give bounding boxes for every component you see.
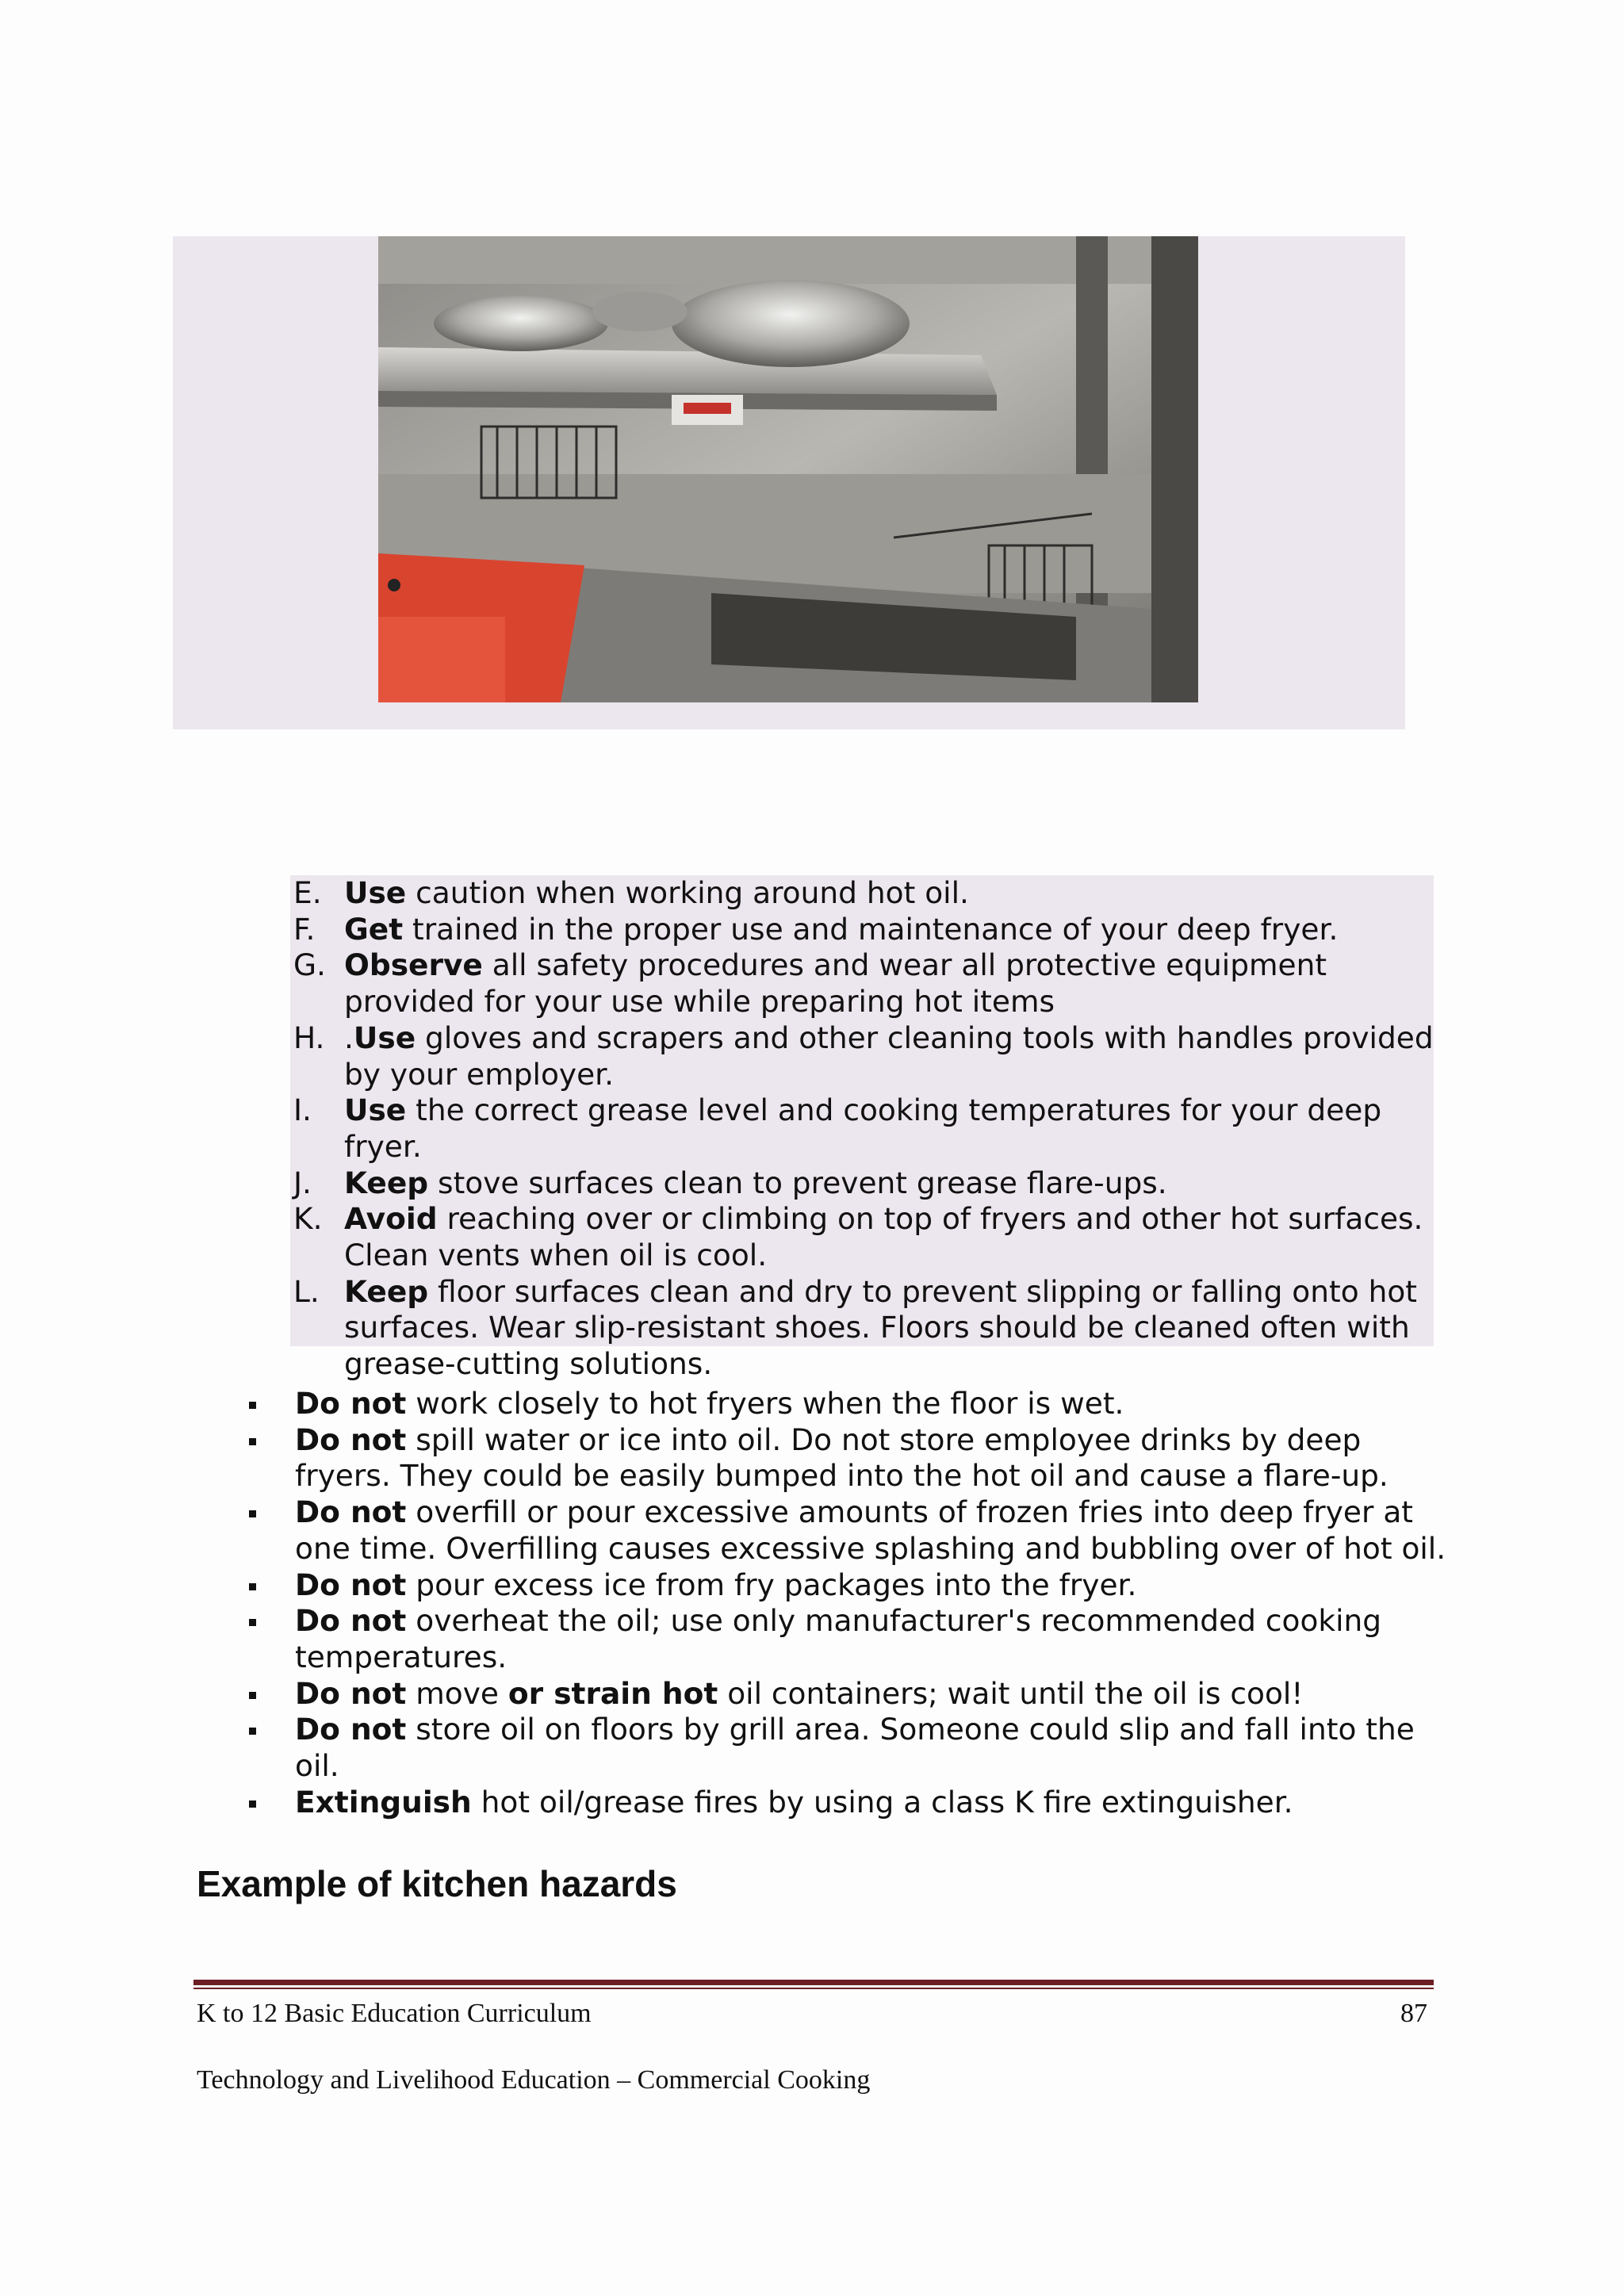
list-item-text: spill water or ice into oil. Do not store employee drinks by deep fryers. They could be easily bumped into the hot oil and cause a flare-up. xyxy=(295,1422,1388,1494)
list-item-text: hot oil/grease fires by using a class K fire extinguisher. xyxy=(471,1784,1293,1820)
list-marker: I. xyxy=(293,1093,312,1128)
list-item-text: overheat the oil; use only manufacturer's recommended cooking temperatures. xyxy=(295,1603,1382,1674)
deep-fryer-photo xyxy=(378,236,1198,702)
square-bullet-icon xyxy=(249,1583,256,1590)
fryer-safety-lettered-list xyxy=(293,875,1435,1383)
list-item-text: work closely to hot fryers when the floor is wet. xyxy=(406,1386,1124,1421)
list-marker: J. xyxy=(293,1165,312,1200)
figure-panel xyxy=(173,236,1405,729)
list-item-prefix: . xyxy=(344,1020,354,1055)
list-item-text: gloves and scrapers and other cleaning tools with handles provided by your employer. xyxy=(344,1020,1434,1092)
square-bullet-icon xyxy=(249,1728,256,1735)
page-number: 87 xyxy=(1400,1999,1427,2028)
list-item xyxy=(293,912,1435,948)
square-bullet-icon xyxy=(249,1510,256,1517)
list-item-lead: Do not xyxy=(295,1386,407,1421)
list-item-text: overfill or pour excessive amounts of frozen fries into deep fryer at one time. Overfilling causes excessive splashing and bubbling over of hot oil. xyxy=(295,1494,1446,1566)
footer-subject: Technology and Livelihood Education – Commercial Cooking xyxy=(197,2065,871,2095)
list-item xyxy=(293,1274,1435,1383)
list-item xyxy=(246,1676,1451,1712)
list-item-text: store oil on floors by grill area. Someone could slip and fall into the oil. xyxy=(295,1712,1415,1784)
footer-rule-thin xyxy=(193,1988,1434,1989)
list-item-text: trained in the proper use and maintenance of your deep fryer. xyxy=(403,911,1339,947)
list-item xyxy=(246,1712,1451,1784)
square-bullet-icon xyxy=(249,1800,256,1808)
list-item-text-secondary: oil containers; wait until the oil is cool! xyxy=(718,1675,1304,1711)
list-item-text: pour excess ice from fry packages into the fryer. xyxy=(406,1567,1137,1602)
list-item xyxy=(246,1422,1451,1494)
list-item xyxy=(246,1386,1451,1422)
square-bullet-icon xyxy=(249,1692,256,1699)
list-item-lead-secondary: or strain hot xyxy=(508,1675,718,1711)
list-item-text: caution when working around hot oil. xyxy=(406,875,969,910)
list-item-lead: Get xyxy=(344,911,404,947)
list-item-text: all safety procedures and wear all protective equipment provided for your use while preparing hot items xyxy=(344,947,1327,1020)
list-item xyxy=(293,947,1435,1020)
list-item xyxy=(246,1494,1451,1567)
list-item xyxy=(246,1603,1451,1675)
list-item-text: floor surfaces clean and dry to prevent slipping or falling onto hot surfaces. Wear slip-resistant shoes. Floors should be cleaned often with grease-cutting solutions. xyxy=(344,1273,1417,1382)
list-marker: K. xyxy=(293,1201,323,1237)
fryer-donts-bullet-list xyxy=(246,1386,1451,1820)
list-item-lead: Do not xyxy=(295,1494,407,1530)
list-item-lead: Use xyxy=(344,1093,407,1128)
list-item-lead: Do not xyxy=(295,1603,407,1639)
footer-curriculum: K to 12 Basic Education Curriculum xyxy=(197,1999,592,2028)
list-item-text: move xyxy=(406,1675,508,1711)
list-marker: F. xyxy=(293,911,316,947)
square-bullet-icon xyxy=(249,1402,256,1409)
list-item xyxy=(293,1020,1435,1093)
footer-rule xyxy=(193,1980,1434,1985)
list-item xyxy=(293,875,1435,912)
list-item-lead: Use xyxy=(344,875,407,910)
list-item-lead: Extinguish xyxy=(295,1784,472,1820)
list-item-lead: Do not xyxy=(295,1422,407,1457)
list-marker: L. xyxy=(293,1273,320,1309)
list-item xyxy=(293,1201,1435,1273)
square-bullet-icon xyxy=(249,1438,256,1445)
list-item xyxy=(246,1567,1451,1604)
list-item xyxy=(293,1093,1435,1165)
list-item xyxy=(246,1785,1451,1821)
list-item-lead: Do not xyxy=(295,1567,407,1602)
list-item xyxy=(293,1165,1435,1202)
list-item-lead: Do not xyxy=(295,1712,407,1747)
list-item-text: reaching over or climbing on top of fryers and other hot surfaces. Clean vents when oil is cool. xyxy=(344,1201,1423,1273)
list-item-lead: Avoid xyxy=(344,1201,438,1237)
list-marker: E. xyxy=(293,875,322,910)
list-item-lead: Use xyxy=(353,1020,416,1055)
square-bullet-icon xyxy=(249,1619,256,1626)
list-item-text: the correct grease level and cooking temperatures for your deep fryer. xyxy=(344,1093,1382,1164)
list-marker: G. xyxy=(293,947,326,983)
list-item-lead: Do not xyxy=(295,1675,407,1711)
list-item-lead: Observe xyxy=(344,947,483,983)
list-item-lead: Keep xyxy=(344,1273,429,1309)
list-item-text: stove surfaces clean to prevent grease flare-ups. xyxy=(428,1165,1167,1200)
section-heading: Example of kitchen hazards xyxy=(197,1863,677,1904)
list-item-lead: Keep xyxy=(344,1165,429,1200)
list-marker: H. xyxy=(293,1020,325,1055)
